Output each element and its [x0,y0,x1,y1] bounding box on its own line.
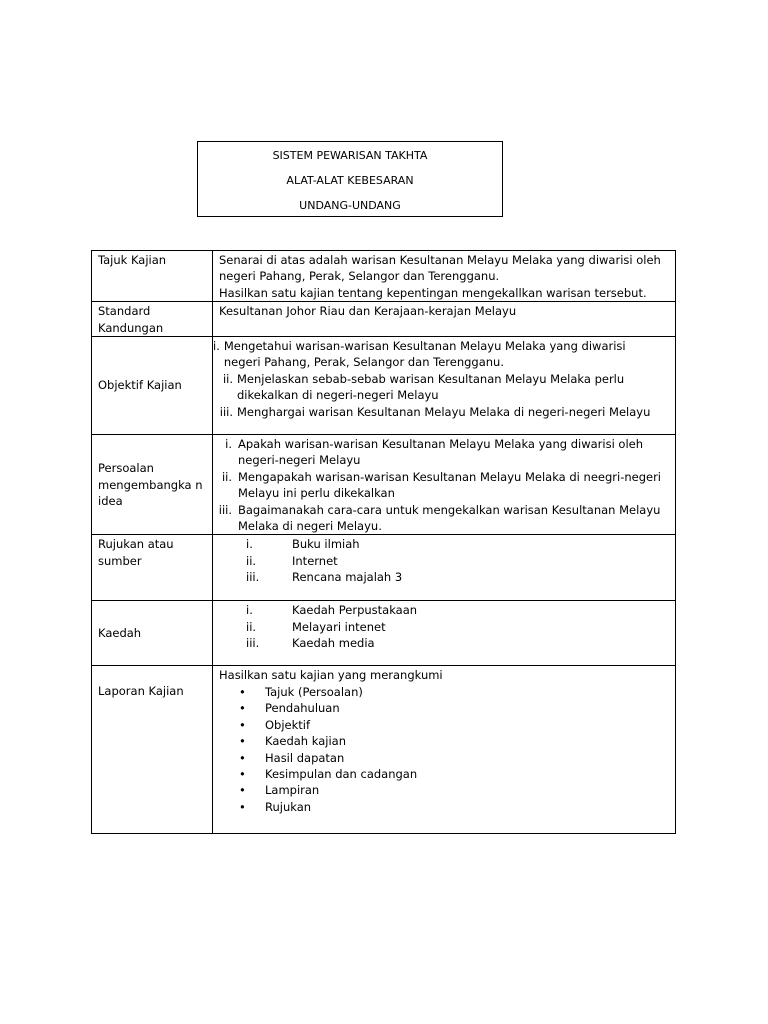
table-row [92,666,676,834]
list-item [246,536,673,552]
item-text: Buku ilmiah [292,537,360,552]
list-item [246,635,673,651]
title-line: ALAT-ALAT KEBESARAN [286,174,414,187]
list-item [239,799,673,815]
content-line: Hasilkan satu kajian yang merangkumi [219,668,443,683]
item-text: Menghargai warisan Kesultanan Melayu Melaka di negeri-negeri Melayu [237,404,651,419]
row-content [213,435,676,535]
bullet-icon: • [239,701,246,716]
item-number: i. [225,437,232,452]
list-item [246,602,673,618]
item-text: Kaedah media [292,636,375,651]
bullet-icon: • [239,734,246,749]
title-line: SISTEM PEWARISAN TAKHTA [272,149,428,162]
title-box [197,141,503,217]
table-row [92,435,676,535]
list-item [239,717,673,733]
item-text: Tajuk (Persoalan) [265,684,363,699]
item-text: Kesimpulan dan cadangan [265,766,418,781]
item-number: ii. [221,469,232,484]
item-number: ii. [222,371,233,386]
list-item [239,700,673,716]
item-text: Pendahuluan [265,701,340,716]
bullet-icon: • [239,766,246,781]
row-label: Persoalan mengembangka n idea [92,435,213,535]
item-text: Internet [292,553,338,568]
item-number: i. [246,537,253,552]
item-text: Kaedah kajian [265,734,346,749]
list-item [239,782,673,798]
list-item [216,469,673,502]
bullet-list [219,684,673,815]
list-item [239,684,673,700]
bullet-icon: • [239,684,246,699]
item-number: ii. [246,619,257,634]
content-line: Hasilkan satu kajian tentang kepentingan mengekallkan warisan tersebut. [219,285,647,300]
item-number: iii. [246,636,260,651]
bullet-icon: • [239,799,246,814]
bullet-icon: • [239,750,246,765]
item-number: i. [213,339,220,354]
row-content [213,666,676,834]
row-label: Objektif Kajian [92,337,213,435]
item-number: iii. [219,404,233,419]
item-text: Mengapakah warisan-warisan Kesultanan Melayu Melaka di neegri-negeri Melayu ini perlu dikekalkan [238,469,662,501]
list-item [213,371,673,404]
item-number: ii. [246,553,257,568]
list-item [246,569,673,585]
item-text: Apakah warisan-warisan Kesultanan Melayu Melaka yang diwarisi oleh negeri-negeri Melayu [238,437,644,468]
item-number: iii. [218,502,232,517]
list-item [213,338,673,371]
item-number: iii. [246,570,260,585]
row-label: Laporan Kajian [92,666,213,834]
list-item [246,553,673,569]
item-text: Menjelaskan sebab-sebab warisan Kesultanan Melayu Melaka perlu dikekalkan di negeri-negeri Melayu [237,371,625,403]
row-label: Rujukan atau sumber [92,535,213,601]
item-text: Kaedah Perpustakaan [292,603,418,618]
list-item [239,766,673,782]
list-item [239,733,673,749]
item-text: Rujukan [265,799,312,814]
table-row [92,535,676,601]
list-item [216,436,673,469]
table-row [92,337,676,435]
item-text: Melayari intenet [292,619,386,634]
row-label: Standard Kandungan [92,302,213,337]
row-content [213,251,676,302]
content-line: negeri Pahang, Perak, Selangor dan Terengganu. [219,269,500,284]
item-text: Rencana majalah 3 [292,570,403,585]
row-label: Tajuk Kajian [92,251,213,302]
item-text: Hasil dapatan [265,750,345,765]
row-content [213,535,676,601]
list-item [246,619,673,635]
bullet-icon: • [239,783,246,798]
item-text: Objektif [265,717,311,732]
title-line: UNDANG-UNDANG [299,199,401,212]
item-number: i. [246,603,253,618]
row-content: Kesultanan Johor Riau dan Kerajaan-kerajan Melayu [213,302,676,337]
item-text: Lampiran [265,783,320,798]
bullet-icon: • [239,717,246,732]
row-content [213,601,676,666]
study-table [91,250,676,834]
item-text: Mengetahui warisan-warisan Kesultanan Melayu Melaka yang diwarisi negeri Pahang, Perak, Selangor dan Terengganu. [223,339,626,370]
row-content [213,337,676,435]
row-label: Kaedah [92,601,213,666]
list-item [213,404,673,420]
table-row [92,601,676,666]
table-row [92,251,676,302]
list-item [239,750,673,766]
list-item [216,502,673,535]
content-line: Senarai di atas adalah warisan Kesultanan Melayu Melaka yang diwarisi oleh [219,253,661,267]
table-row [92,302,676,337]
item-text: Bagaimanakah cara-cara untuk mengekalkan warisan Kesultanan Melayu Melaka di negeri Melayu. [238,502,661,534]
